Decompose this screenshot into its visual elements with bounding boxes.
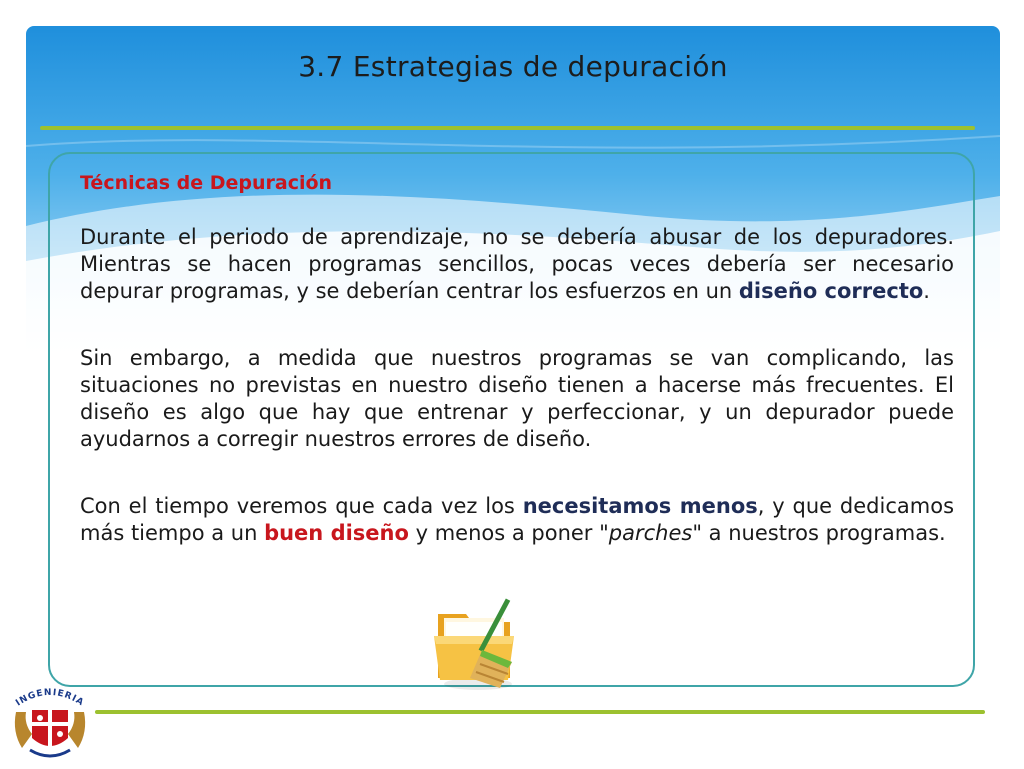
paragraph-1: Durante el periodo de aprendizaje, no se debería abusar de los depuradores. Mientras se hacen programas sencillos, pocas veces debería ser necesario depurar programas, y se deberían centrar los esfuerzos en un diseño correcto. bbox=[80, 225, 954, 303]
paragraph-2: Sin embargo, a medida que nuestros programas se van complicando, las situaciones no previstas en nuestro diseño tienen a hacerse más frecuentes. El diseño es algo que hay que entrenar y perfeccionar, y un depurador puede ayudarnos a corregir nuestros errores de diseño. bbox=[80, 346, 954, 451]
svg-text:INGENIERIA: INGENIERIA bbox=[14, 687, 86, 709]
paragraph-3: Con el tiempo veremos que cada vez los necesitamos menos, y que dedicamos más tiempo a un buen diseño y menos a poner "parches" a nuestros programas. bbox=[80, 494, 955, 545]
emphasis-necesitamos-menos: necesitamos menos bbox=[522, 494, 758, 518]
folder-broom-icon bbox=[430, 592, 530, 692]
content-body bbox=[80, 170, 954, 587]
emphasis-diseno-correcto: diseño correcto bbox=[738, 279, 924, 303]
unam-ingenieria-shield-icon bbox=[10, 682, 90, 764]
footer-divider bbox=[95, 710, 985, 714]
emphasis-buen-diseno: buen diseño bbox=[264, 521, 409, 545]
slide-title: 3.7 Estrategias de depuración bbox=[298, 50, 728, 83]
emphasis-parches: parches bbox=[608, 521, 693, 545]
title-divider bbox=[40, 126, 975, 130]
section-heading: Técnicas de Depuración bbox=[80, 172, 333, 194]
